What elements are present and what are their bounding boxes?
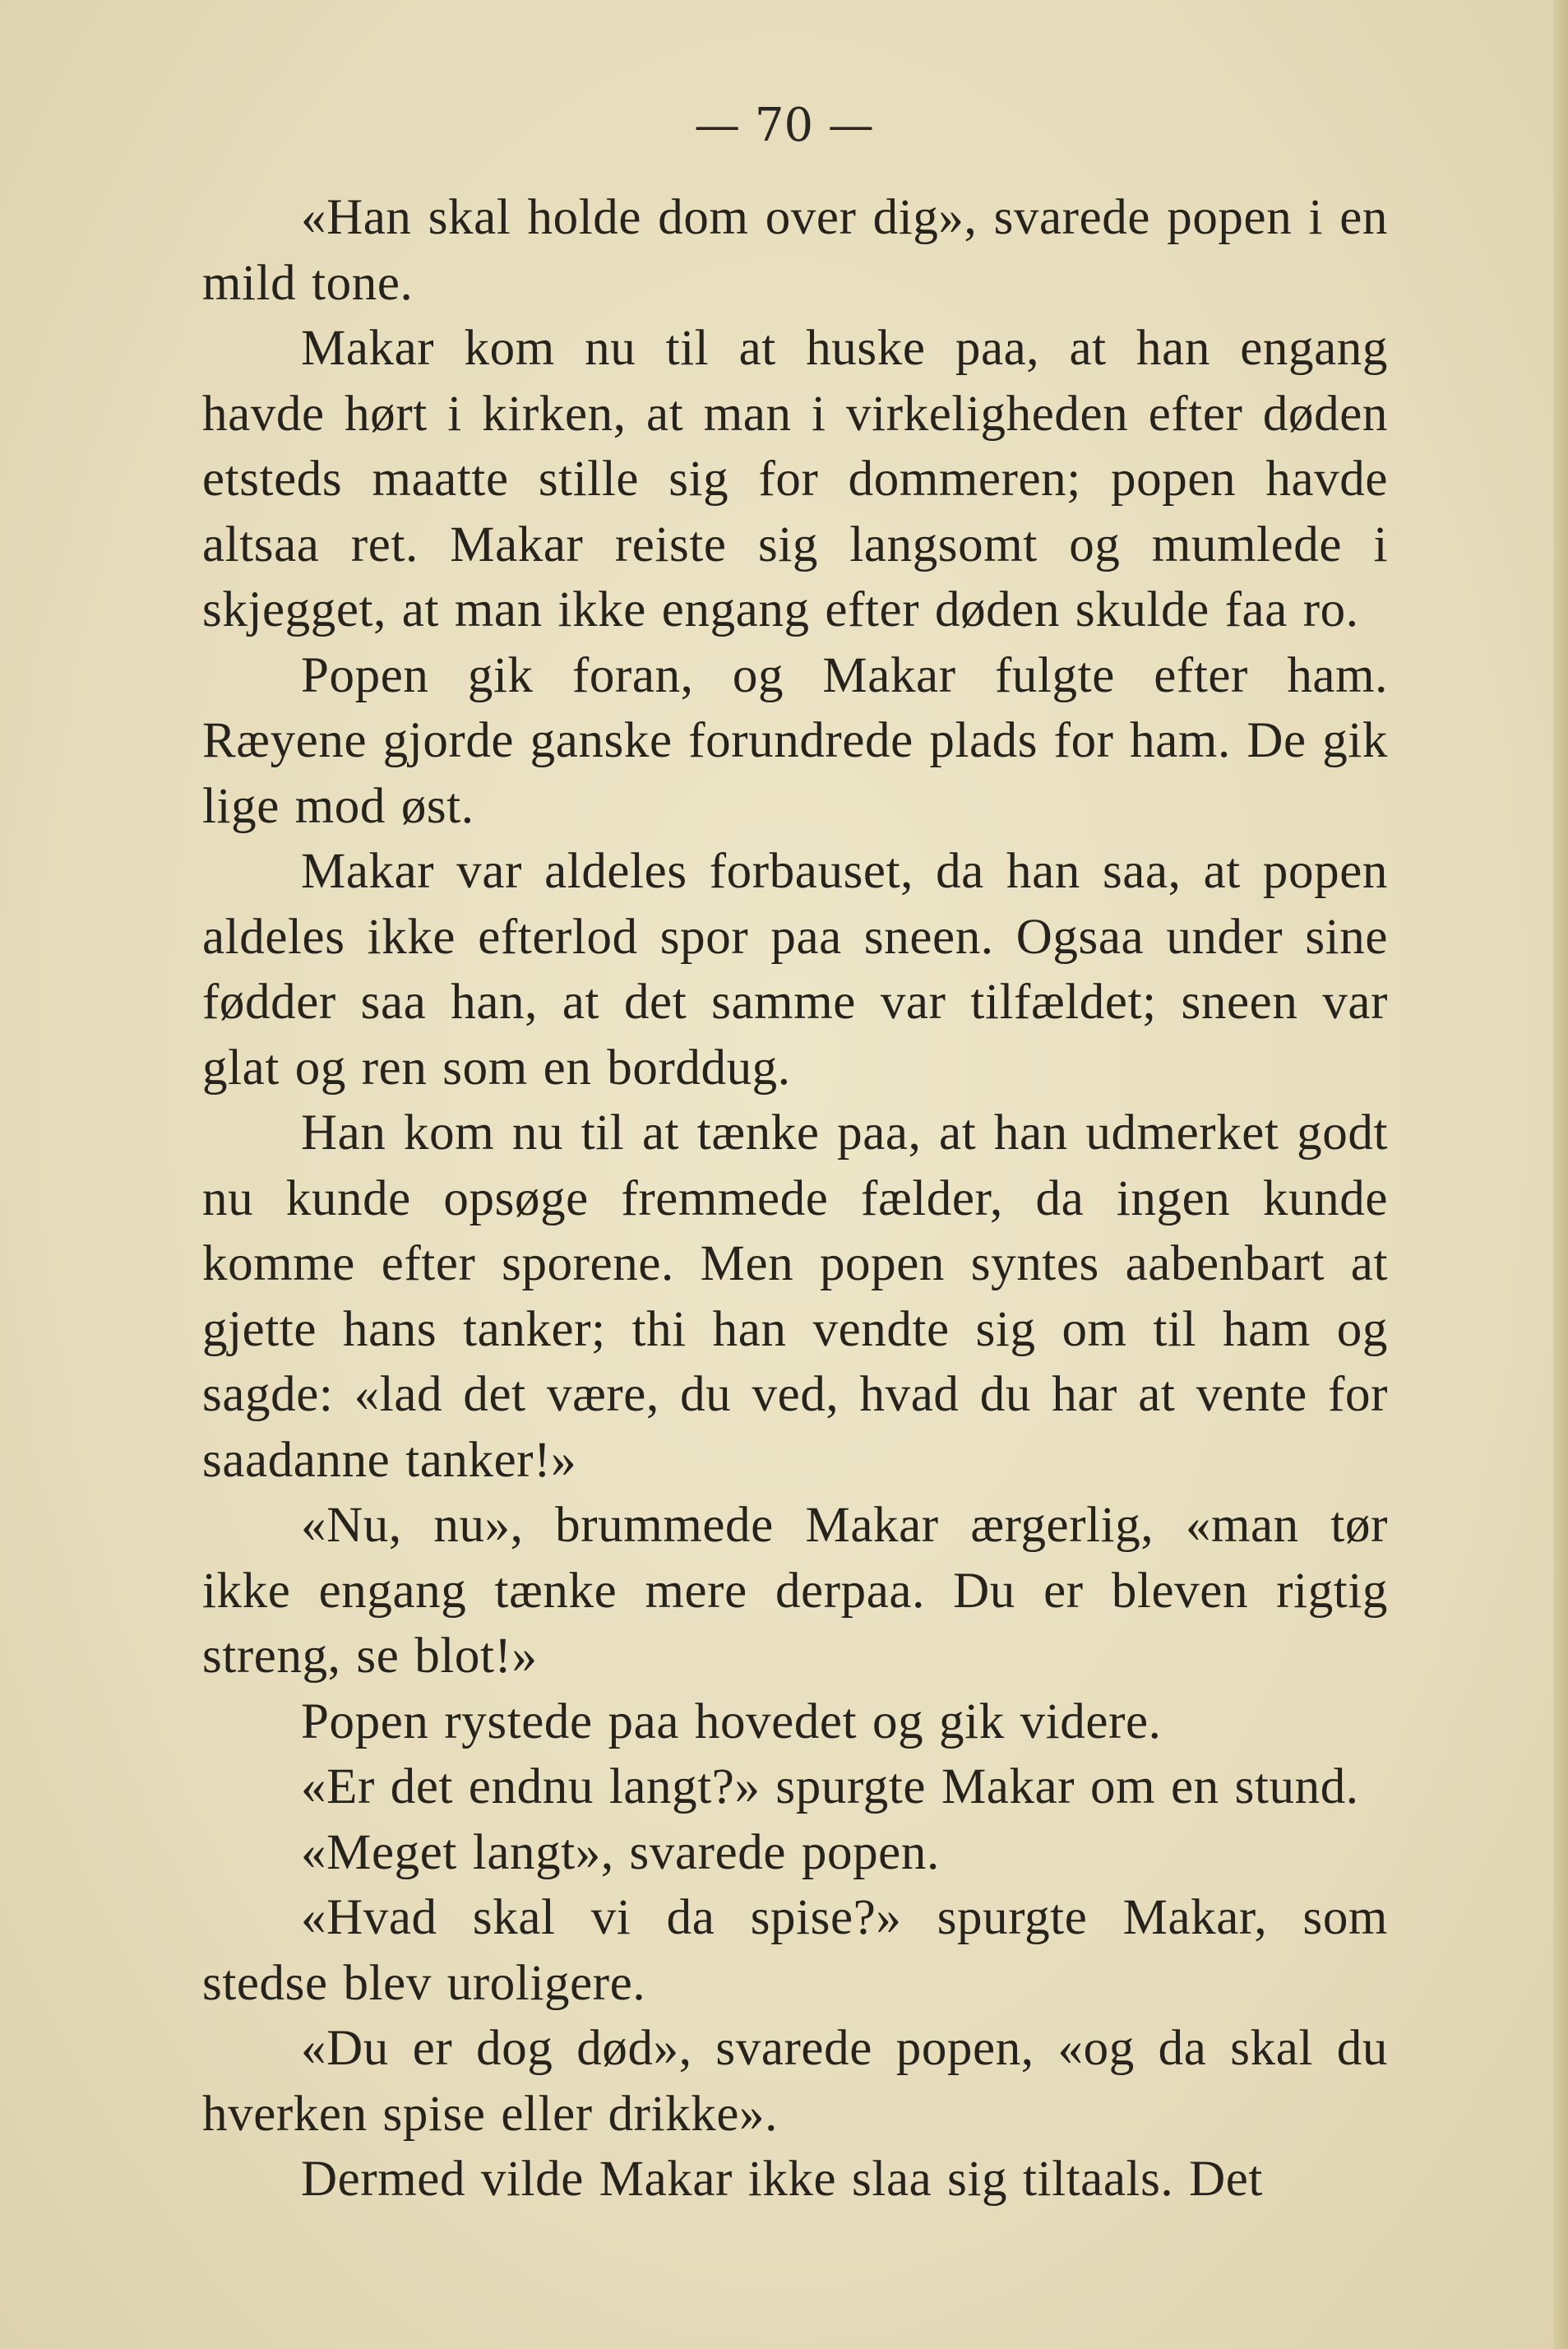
paragraph: Makar var aldeles forbauset, da han saa, at popen aldeles ikke efterlod spor paa sneen. Ogsaa under sine fødder saa han, at det samme var tilfældet; sneen var glat og ren som en borddug. (202, 844, 1388, 1096)
paragraph: «Du er dog død», svarede popen, «og da skal du hverken spise eller drikke». (202, 2021, 1388, 2142)
body-text (202, 185, 1388, 2212)
paragraph: «Meget langt», svarede popen. (301, 1824, 940, 1880)
page-edge (1553, 0, 1568, 2349)
paragraph: «Er det endnu langt?» spurgte Makar om en stund. (301, 1759, 1359, 1814)
paragraph: «Hvad skal vi da spise?» spurgte Makar, som stedse blev uroligere. (202, 1890, 1388, 2011)
paragraph: Popen rystede paa hovedet og gik videre. (301, 1693, 1162, 1749)
paragraph: «Han skal holde dom over dig», svarede popen i en mild tone. (202, 190, 1388, 311)
paragraph: «Nu, nu», brummede Makar ærgerlig, «man tør ikke engang tænke mere derpaa. Du er bleven rigtig streng, se blot!» (202, 1498, 1388, 1684)
paragraph: Popen gik foran, og Makar fulgte efter ham. Ræyene gjorde ganske forundrede plads for ham. De gik lige mod øst. (202, 647, 1388, 834)
paragraph: Makar kom nu til at huske paa, at han engang havde hørt i kirken, at man i virkeligheden efter døden etsteds maatte stille sig for dommeren; popen havde altsaa ret. Makar reiste sig langsomt og mumlede i skjegget, at man ikke engang efter døden skulde faa ro. (202, 321, 1388, 637)
paragraph: Han kom nu til at tænke paa, at han udmerket godt nu kunde opsøge fremmede fælder, da ingen kunde komme efter sporene. Men popen syntes aabenbart at gjette hans tanker; thi han vendte sig om til ham og sagde: «lad det være, du ved, hvad du har at vente for saadanne tanker!» (202, 1105, 1388, 1488)
page-number: — 70 — (694, 99, 874, 152)
paragraph: Dermed vilde Makar ikke slaa sig tiltaals. Det (301, 2152, 1263, 2207)
